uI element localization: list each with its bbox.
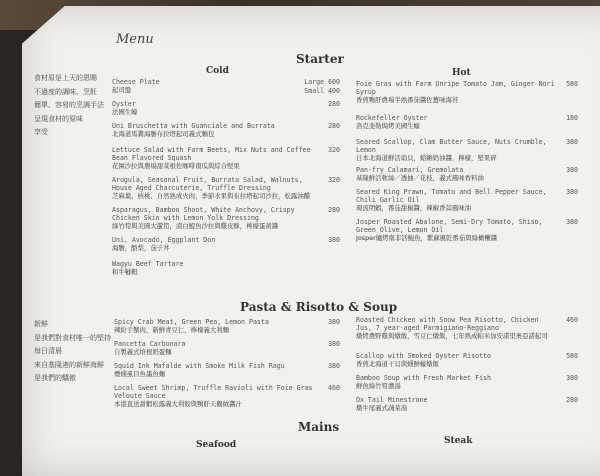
menu-item-price: 380 xyxy=(328,340,340,348)
menu-item-price: 380 xyxy=(566,166,578,174)
menu-item-name: Lettuce Salad with Farm Beets, Mix Nuts and Coffee Bean Flavored Squash xyxy=(112,146,311,163)
menu-item-name: Pancetta Carbonara xyxy=(114,340,186,348)
menu-item-name-zh: 現流明蝦，番茄甜椒醬，辣椒香蒜風味油 xyxy=(356,204,472,213)
subsection-steak: Steak xyxy=(444,436,473,446)
menu-item xyxy=(114,384,314,409)
menu-item-name-zh: 海膽，酪梨，茄子丼 xyxy=(112,244,170,253)
menu-item-name-zh: 自製義式培根奶蛋麵 xyxy=(114,348,172,357)
menu-item-name-zh: Josper爐烤南非活鮑魚，紫蘇風乾番茄與綠橄欖醬 xyxy=(356,234,498,243)
menu-item-price: 380 xyxy=(566,138,578,146)
menu-item-name-zh: 日本北海道鮮活扇貝，蛤蜊奶油醬，檸檬，堅果碎 xyxy=(356,154,497,163)
menu-item-price: 180 xyxy=(566,114,578,122)
menu-item-price: Large 600 xyxy=(304,78,340,86)
menu-item-name-zh: 燉烤農野雞與燉飯，雪豆仁燉飯，七年熟成帕米加安諾里奧亞諾起司 xyxy=(356,332,548,341)
menu-item-price: 280 xyxy=(328,122,340,130)
left-notes-top xyxy=(34,72,104,140)
menu-item-price: 380 xyxy=(328,236,340,244)
menu-item-name: Cheese Plate xyxy=(112,78,160,86)
menu-item-name-zh: 起司盤 xyxy=(112,86,132,95)
menu-item-name-zh: 燉牛尾義式蔬菜湯 xyxy=(356,404,408,413)
menu-item-name-zh: 香煎北海道干貝與燻鮮蠔燉飯 xyxy=(356,360,440,369)
menu-item-name-zh: 花園沙拉與農場甜菜根佐咖啡南瓜與綜合堅果 xyxy=(112,162,240,171)
menu-item xyxy=(112,78,312,94)
menu-item-price: 320 xyxy=(328,146,340,154)
menu-item xyxy=(112,260,312,276)
left-note: 不過度的調味、烹飪 xyxy=(34,87,97,96)
menu-item xyxy=(112,146,312,171)
menu-item xyxy=(356,218,556,243)
left-note: 是我們對食材唯一的堅持 xyxy=(34,333,111,342)
menu-item-name: Asparagus, Bamboo Shoot, White Anchovy, Crispy Chicken Skin with Lemon Yolk Dressing xyxy=(112,206,295,223)
menu-item-price: 460 xyxy=(328,384,340,392)
menu-item-price: 280 xyxy=(328,100,340,108)
menu-item-name-zh: 基隆鮮活軟絲／透抽／花枝，義式風味香料油 xyxy=(356,174,484,183)
menu-item-name-zh: 法國生蠔 xyxy=(112,108,138,117)
menu-item-name: Arugula, Seasonal Fruit, Burrata Salad, Walnuts, House Aged Charcuterie, Truffle Dressing xyxy=(112,176,303,193)
menu-item-price: 380 xyxy=(328,318,340,326)
menu-item-name: Bamboo Soup with Fresh Market Fish xyxy=(356,374,491,382)
menu-item-price: 380 xyxy=(328,362,340,370)
menu-item xyxy=(114,318,314,334)
menu-item-name-zh: 煙燻虱目魚墨魚麵 xyxy=(114,370,166,379)
menu-item xyxy=(114,340,314,356)
menu-item xyxy=(356,374,556,390)
menu-item-name: Local Sweet Shrimp, Truffle Ravioli with Foie Gras Veloute Sauce xyxy=(114,384,313,401)
subsection-cold: Cold xyxy=(206,66,229,76)
menu-item-name: Uni, Avocado, Eggplant Don xyxy=(112,236,216,244)
menu-item-name-zh: 綠竹筍與美國大蘆筍，漬白鯷魚沙拉與雞皮酥，檸檬蛋黃醬 xyxy=(112,222,279,231)
menu-item-name: Seared Scallop, Clam Butter Sauce, Nuts Crumble, Lemon xyxy=(356,138,547,155)
left-note: 來自基隆港的新鮮海鮮 xyxy=(34,360,104,369)
left-note: 新鮮 xyxy=(34,320,48,328)
menu-item-price: 580 xyxy=(566,80,578,88)
menu-item-price: 380 xyxy=(566,218,578,226)
menu-item-price-small: Small 400 xyxy=(304,87,340,95)
menu-item xyxy=(356,80,556,105)
menu-item-price: 460 xyxy=(566,316,578,324)
menu-item xyxy=(356,166,556,182)
menu-item xyxy=(356,396,556,412)
menu-item-name: Scallop with Smoked Oyster Risotto xyxy=(356,352,491,360)
menu-item-name: Josper Roasted Abalone, Semi-Dry Tomato, Shiso, Green Olive, Lemon Oil xyxy=(356,218,543,235)
menu-item-price: 320 xyxy=(328,176,340,184)
subsection-seafood: Seafood xyxy=(196,440,237,450)
menu-item-name: Roasted Chicken with Snow Pea Risotto, Chicken Jus, 7 year-aged Parmigiano-Reggiano xyxy=(356,316,539,333)
menu-item xyxy=(356,138,556,163)
menu-item xyxy=(114,362,314,378)
menu-item xyxy=(112,100,312,116)
menu-item-name: Ox Tail Minestrone xyxy=(356,396,428,404)
menu-item-name-zh: 香煎鴨肝農場半熟番茄醬佐薑味海苔 xyxy=(356,96,459,105)
left-note: 是我們的驕傲 xyxy=(34,374,76,382)
subsection-hot: Hot xyxy=(452,68,471,78)
left-notes-bottom xyxy=(34,318,111,386)
menu-item-name-zh: 鮮魚綠竹筍濃湯 xyxy=(356,382,401,391)
menu-item-price: 380 xyxy=(566,188,578,196)
menu-item-price: 380 xyxy=(566,374,578,382)
menu-item-name: Foie Gras with Farm Unripe Tomato Jam, Ginger Nori Syrup xyxy=(356,80,555,97)
menu-item xyxy=(356,316,556,341)
menu-item-name: Rockefeller Oyster xyxy=(356,114,428,122)
menu-item-price: 580 xyxy=(566,352,578,360)
menu-title: Menu xyxy=(116,32,154,47)
section-mains: Mains xyxy=(298,420,340,434)
menu-item-name-zh: 和牛韃靼 xyxy=(112,268,138,277)
menu-item-name-zh: 辣紛手蟹肉，新鮮青豆仁，檸檬義大利麵 xyxy=(114,326,230,335)
menu-item-price: 280 xyxy=(328,206,340,214)
left-note: 每日清晨 xyxy=(34,347,62,355)
menu-item xyxy=(112,122,312,138)
menu-item-name: Oyster xyxy=(112,100,136,108)
left-note: 簡單、容易的烹調手法 xyxy=(34,101,104,109)
menu-item-price: 280 xyxy=(566,396,578,404)
menu-item-name: Uni Bruschetta with Guanciale and Burrata xyxy=(112,122,275,130)
left-note: 呈現食材的原味 xyxy=(34,114,83,123)
section-pasta: Pasta & Risotto & Soup xyxy=(240,300,398,314)
menu-item-name: Pan-fry Calamari, Gremolata xyxy=(356,166,464,174)
left-note: 享受 xyxy=(34,128,48,136)
menu-item-name-zh: 北海道馬糞海膽布拉塔起司義式麵包 xyxy=(112,130,215,139)
menu-item xyxy=(356,114,556,130)
menu-item xyxy=(112,236,312,252)
section-starter: Starter xyxy=(296,52,344,66)
menu-item-name: Squid Ink Mafalde with Smoke Milk Fish Ragu xyxy=(114,362,285,370)
menu-item xyxy=(112,176,312,201)
menu-item xyxy=(356,188,556,213)
menu-item-name-zh: 芝麻葉、核桃、自然熟成火肉、季節水果與布拉塔起司沙拉，松露油醋 xyxy=(112,192,311,201)
left-note: 食材原是上天的恩賜 xyxy=(34,74,97,82)
menu-item xyxy=(112,206,312,231)
menu-item xyxy=(356,352,556,368)
menu-item-name-zh: 本港直送甜蝦松露義大利餃與鴨肝天鵝絨醬汁 xyxy=(114,400,242,409)
menu-item-name: Wagyu Beef Tartare xyxy=(112,260,184,268)
menu-item-name: Seared King Prawn, Tomato and Bell Pepper Sauce, Chili Garlic Oil xyxy=(356,188,547,205)
menu-item-name-zh: 洛克斐勒焗烤美國生蠔 xyxy=(356,122,420,131)
menu-item-name: Spicy Crab Meat, Green Pea, Lemon Pasta xyxy=(114,318,269,326)
